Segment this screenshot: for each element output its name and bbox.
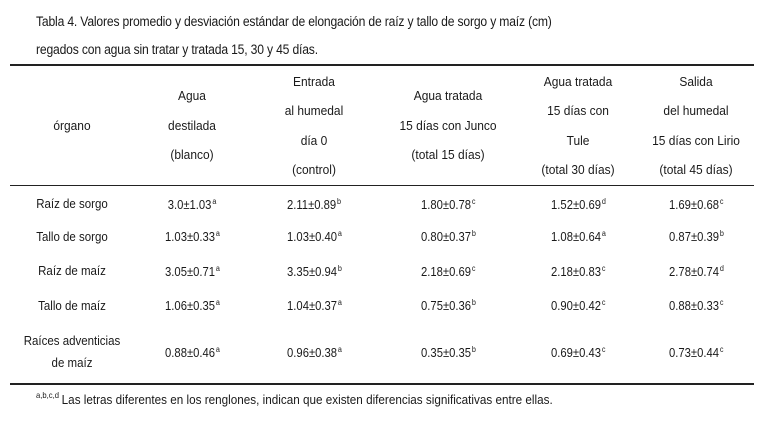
header-line: (control) — [292, 162, 336, 177]
header-line: 15 días con — [547, 103, 609, 118]
cell-value: 1.03±0.40 — [286, 230, 337, 245]
table-cell — [134, 289, 250, 324]
cell-letter: b — [471, 229, 476, 239]
row-label — [10, 254, 134, 289]
cell-letter: d — [719, 263, 724, 273]
cell-letter: a — [215, 229, 220, 239]
table-cell — [378, 289, 518, 324]
cell-value: 0.87±0.39 — [668, 230, 719, 245]
table-cell — [518, 185, 638, 220]
cell-value: 0.90±0.42 — [550, 299, 601, 314]
header-line: Salida — [679, 73, 713, 89]
cell-value: 1.06±0.35 — [164, 299, 215, 314]
header-line: (total 15 días) — [411, 147, 485, 163]
data-table — [10, 66, 754, 381]
footnote-text: Las letras diferentes en los renglones, indican que existen diferencias significativas entre ellas. — [61, 392, 553, 407]
cell-letter: a — [337, 229, 342, 239]
cell-value: 2.78±0.74 — [668, 264, 719, 279]
row-label-line: Tallo de sorgo — [36, 229, 108, 244]
cell-letter: b — [471, 344, 476, 354]
table-cell — [250, 289, 378, 324]
cell-value: 1.80±0.78 — [420, 197, 471, 212]
cell-value: 0.35±0.35 — [420, 345, 471, 360]
table-row — [10, 220, 754, 255]
cell-letter: c — [601, 344, 606, 354]
cell-letter: d — [601, 196, 606, 206]
table-cell — [518, 289, 638, 324]
header-agua-destilada — [134, 66, 250, 185]
table-cell — [638, 289, 754, 324]
header-tule — [518, 66, 638, 185]
caption-line-2: regados con agua sin tratar y tratada 15, 30 y 45 días. — [36, 42, 318, 57]
row-label — [10, 185, 134, 220]
row-label-line: Raíces adventicias — [23, 334, 121, 348]
table-cell — [518, 323, 638, 381]
header-line: 15 días con Junco — [399, 117, 497, 133]
cell-letter: a — [215, 344, 220, 354]
header-line: al humedal — [284, 103, 344, 118]
header-line: (total 45 días) — [659, 162, 733, 177]
header-line: 15 días con Lirio — [652, 132, 740, 148]
header-row — [10, 66, 754, 185]
cell-value: 1.08±0.64 — [550, 230, 601, 245]
header-line: del humedal — [663, 103, 729, 118]
table-cell — [250, 254, 378, 289]
header-organo — [10, 66, 134, 185]
table-cell — [638, 220, 754, 255]
table-cell — [518, 220, 638, 255]
cell-letter: c — [471, 263, 476, 273]
cell-letter: b — [337, 196, 342, 206]
cell-value: 1.04±0.37 — [286, 299, 337, 314]
cell-letter: b — [337, 263, 342, 273]
cell-value: 0.96±0.38 — [286, 345, 337, 360]
header-lirio — [638, 66, 754, 185]
header-line: destilada — [168, 117, 216, 133]
cell-value: 0.73±0.44 — [668, 345, 719, 360]
cell-letter: c — [471, 196, 476, 206]
cell-letter: a — [337, 344, 342, 354]
cell-letter: c — [719, 344, 724, 354]
header-line: Entrada — [293, 73, 335, 89]
cell-value: 0.75±0.36 — [420, 299, 471, 314]
table-cell — [378, 185, 518, 220]
cell-value: 3.0±1.03 — [167, 197, 212, 212]
cell-value: 0.69±0.43 — [550, 345, 601, 360]
table-bottom-rule — [10, 383, 754, 385]
cell-letter: b — [719, 229, 724, 239]
header-line: Agua — [178, 88, 206, 104]
caption-line-1: Tabla 4. Valores promedio y desviación estándar de elongación de raíz y tallo de sorgo y maíz (cm) — [36, 14, 552, 29]
row-label — [10, 323, 134, 381]
row-label-line: Raíz de sorgo — [36, 197, 108, 212]
header-line: Tule — [566, 132, 590, 148]
table-row — [10, 323, 754, 381]
table-cell — [250, 220, 378, 255]
cell-value: 2.18±0.69 — [420, 264, 471, 279]
cell-value: 1.69±0.68 — [668, 197, 719, 212]
table-cell — [250, 185, 378, 220]
cell-value: 2.11±0.89 — [286, 197, 337, 212]
table-row — [10, 254, 754, 289]
cell-value: 1.52±0.69 — [550, 197, 601, 212]
header-line: (total 30 días) — [541, 162, 615, 177]
row-label — [10, 289, 134, 324]
cell-value: 3.05±0.71 — [164, 264, 215, 279]
table-cell — [134, 323, 250, 381]
cell-value: 1.03±0.33 — [164, 230, 215, 245]
table-cell — [378, 220, 518, 255]
header-line: Agua tratada — [413, 88, 483, 104]
row-label — [10, 220, 134, 255]
cell-letter: a — [601, 229, 606, 239]
header-line: (blanco) — [170, 147, 214, 163]
row-label-line: Raíz de maíz — [38, 264, 106, 279]
header-entrada-humedal — [250, 66, 378, 185]
table-cell — [638, 185, 754, 220]
table-row — [10, 289, 754, 324]
row-label-line: de maíz — [51, 356, 93, 370]
cell-letter: a — [215, 298, 220, 308]
cell-letter: a — [215, 263, 220, 273]
cell-value: 0.88±0.33 — [668, 299, 719, 314]
cell-value: 0.88±0.46 — [164, 345, 215, 360]
table-cell — [378, 323, 518, 381]
table-cell — [638, 323, 754, 381]
table-cell — [250, 323, 378, 381]
footnote-marks: a,b,c,d — [36, 390, 59, 400]
header-junco — [378, 66, 518, 185]
cell-letter: b — [471, 298, 476, 308]
header-line: Agua tratada — [543, 73, 613, 89]
cell-letter: c — [601, 298, 606, 308]
table-footnote — [36, 390, 553, 407]
cell-letter: c — [719, 196, 724, 206]
table-row — [10, 185, 754, 220]
header-line: órgano — [53, 117, 91, 133]
table-caption — [36, 8, 666, 64]
cell-letter: c — [719, 298, 724, 308]
table-cell — [518, 254, 638, 289]
table-cell — [134, 185, 250, 220]
cell-letter: a — [337, 298, 342, 308]
table-cell — [378, 254, 518, 289]
cell-letter: c — [601, 263, 606, 273]
cell-letter: a — [212, 196, 217, 206]
cell-value: 3.35±0.94 — [286, 264, 337, 279]
header-line: día 0 — [300, 132, 328, 148]
table-cell — [134, 254, 250, 289]
row-label-line: Tallo de maíz — [38, 298, 106, 313]
cell-value: 0.80±0.37 — [420, 230, 471, 245]
table-cell — [134, 220, 250, 255]
cell-value: 2.18±0.83 — [550, 264, 601, 279]
table-cell — [638, 254, 754, 289]
